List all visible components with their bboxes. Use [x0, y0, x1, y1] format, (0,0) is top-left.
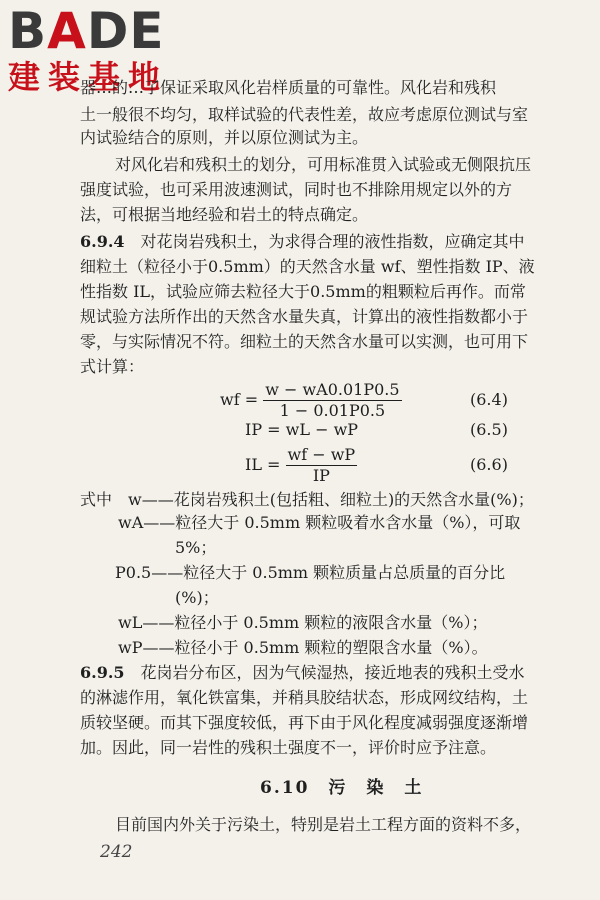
- equation-denominator: 1 − 0.01P0.5: [279, 401, 386, 420]
- logo-sub-text: 建装基地: [8, 58, 169, 96]
- definition-line: wA——粒径大于 0.5mm 颗粒吸着水含水量（%），可取: [118, 513, 521, 532]
- equation-number: (6.5): [470, 420, 508, 439]
- text-line: 加。因此，同一岩性的残积土强度不一，评价时应予注意。: [80, 738, 497, 757]
- text-line: 内试验结合的原则，并以原位测试为主。: [80, 128, 369, 147]
- definition-line: wP——粒径小于 0.5mm 颗粒的塑限含水量（%）。: [118, 638, 488, 657]
- definition-line: (%)；: [175, 588, 219, 607]
- equation-lhs: wf =: [220, 390, 259, 409]
- section-heading: 6.10 污 染 土: [260, 778, 424, 798]
- text-line: 规试验方法所作出的天然含水量失真，计算出的液性指数都小于: [80, 307, 529, 326]
- text-line: 对风化岩和残积土的划分，可用标准贯入试验或无侧限抗压: [115, 155, 532, 174]
- definition-line: wL——粒径小于 0.5mm 颗粒的液限含水量（%）；: [118, 613, 488, 632]
- definition-line: P0.5——粒径大于 0.5mm 颗粒质量占总质量的百分比: [115, 563, 506, 582]
- text-line: 法，可根据当地经验和岩土的特点确定。: [80, 205, 369, 224]
- equation-number: (6.4): [470, 390, 508, 409]
- definition-line: 5%；: [175, 538, 217, 557]
- equation-6-4: [220, 380, 402, 421]
- equation-fraction: [286, 445, 358, 486]
- definition-line: 式中 w——花岗岩残积土(包括粗、细粒土)的天然含水量(%)；: [80, 490, 534, 509]
- section-695-line: 6.9.5 花岗岩分布区，因为气候湿热，接近地表的残积土受水: [80, 663, 525, 682]
- equation-lhs: IL =: [245, 455, 281, 474]
- text-line: 强度试验，也可采用波速测试，同时也不排除用规定以外的方: [80, 180, 513, 199]
- text-line: 性指数 IL，试验应筛去粒径大于0.5mm的粗颗粒后再作。而常: [80, 282, 526, 301]
- text-line: 零，与实际情况不符。细粒土的天然含水量可以实测，也可用下: [80, 332, 529, 351]
- section-694-line: 6.9.4 对花岗岩残积土，为求得合理的液性指数，应确定其中: [80, 232, 525, 251]
- equation-denominator: IP: [312, 466, 330, 485]
- equation-fraction: [263, 380, 401, 421]
- equation-6-6: [245, 445, 357, 486]
- equation-number: (6.6): [470, 455, 508, 474]
- equation-numerator: wf − wP: [287, 445, 356, 464]
- text-line: 器…的…了保证采取风化岩样质量的可靠性。风化岩和残积: [80, 78, 497, 97]
- text-line: 目前国内外关于污染土，特别是岩土工程方面的资料不多，: [115, 815, 532, 834]
- text-line: 细粒土（粒径小于0.5mm）的天然含水量 wf、塑性指数 IP、液: [80, 257, 535, 276]
- text-line: 的淋滤作用，氧化铁富集，并稍具胶结状态，形成网纹结构，土: [80, 688, 529, 707]
- logo-main-text: BADE: [8, 2, 165, 60]
- text-line: 土一般很不均匀，取样试验的代表性差，故应考虑原位测试与室: [80, 105, 529, 124]
- text-line: 式计算：: [80, 357, 145, 376]
- equation-numerator: w − wA0.01P0.5: [265, 380, 400, 399]
- page-number: 242: [100, 842, 133, 862]
- equation-6-5: IP = wL − wP: [245, 420, 359, 439]
- text-line: 质较坚硬。而其下强度较低，再下由于风化程度减弱强度逐渐增: [80, 713, 529, 732]
